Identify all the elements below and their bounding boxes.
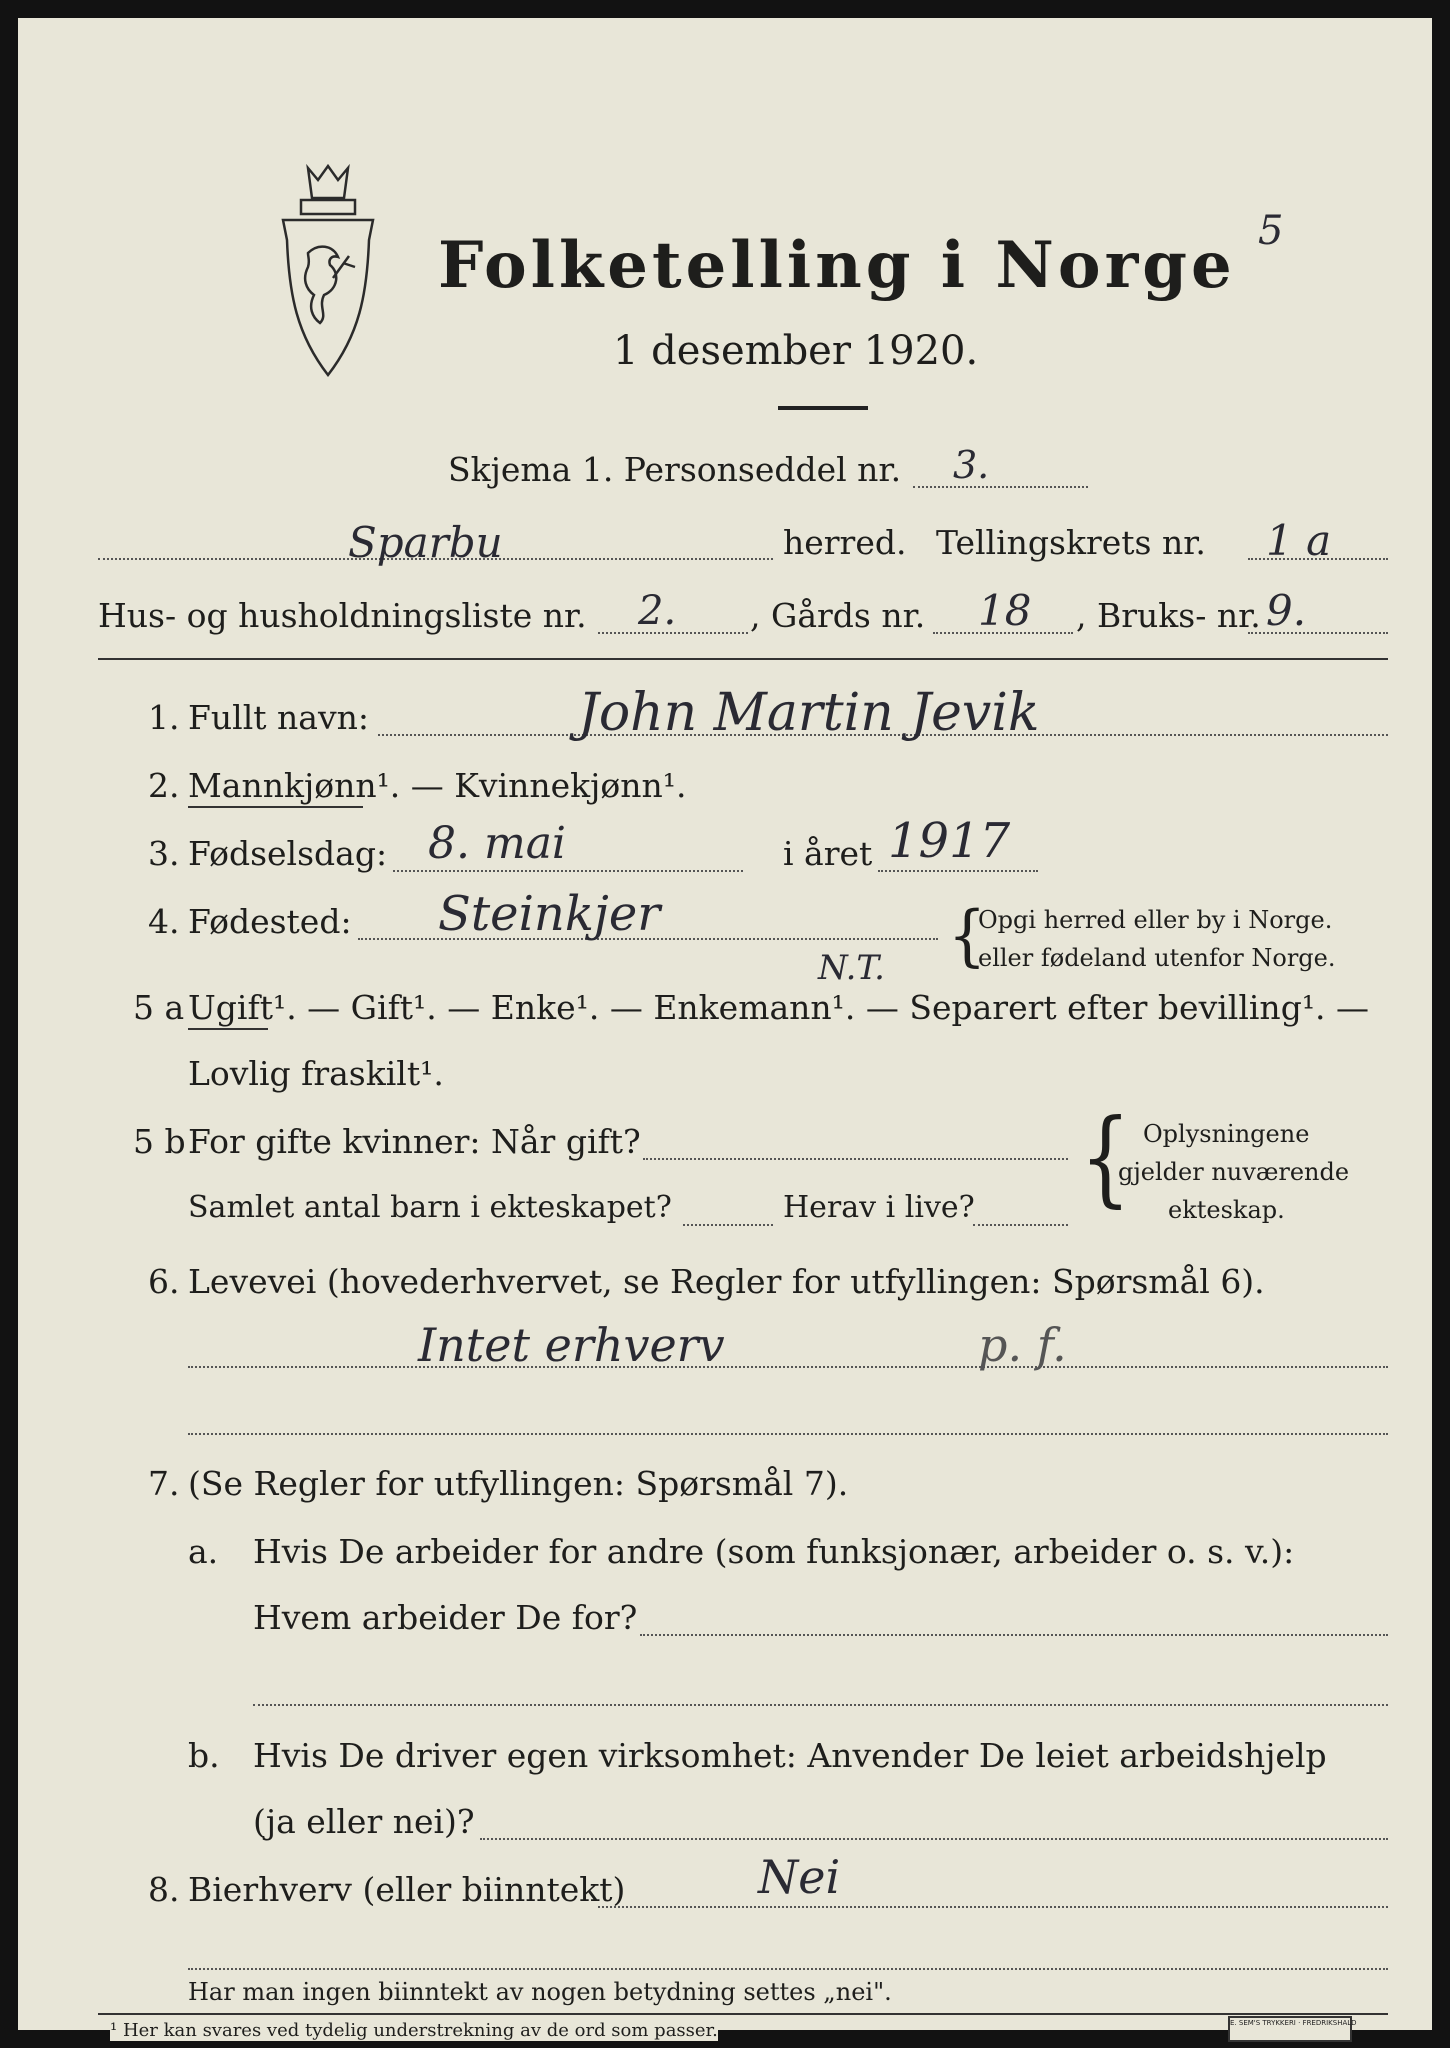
- q1-number: 1.: [148, 698, 180, 737]
- q7-label: (Se Regler for utfyllingen: Spørsmål 7).: [188, 1464, 849, 1503]
- q3-label: Fødselsdag:: [188, 834, 388, 873]
- q2-number: 2.: [148, 766, 180, 805]
- birthplace-brace: {: [948, 897, 987, 975]
- children-alive-label: Herav i live?: [783, 1190, 975, 1225]
- marriage-brace: {: [1080, 1096, 1131, 1218]
- coat-of-arms-icon: [263, 158, 393, 398]
- q8-label: Bierhverv (eller biinntekt): [188, 1870, 626, 1909]
- q5b-number: 5 b: [133, 1122, 186, 1161]
- q7a-letter: a.: [188, 1532, 219, 1571]
- mannkjonn-underline: [188, 806, 363, 808]
- q7b-letter: b.: [188, 1736, 220, 1775]
- census-form-page: [18, 18, 1432, 2030]
- gender-options: Mannkjønn¹. — Kvinnekjønn¹.: [188, 766, 687, 805]
- personseddel-nr: 3.: [953, 443, 990, 487]
- birthplace-note-1: Opgi herred eller by i Norge.: [978, 906, 1333, 934]
- gards-value: 18: [978, 586, 1032, 635]
- bruks-value: 9.: [1266, 586, 1307, 635]
- q7a-employer-label: Hvem arbeider De for?: [253, 1598, 638, 1637]
- title-rule: [778, 406, 868, 410]
- husholdningsliste-label: Hus- og husholdningsliste nr.: [98, 596, 587, 635]
- birth-day-value: 8. mai: [428, 818, 566, 869]
- form-title: Folketelling i Norge: [438, 228, 1236, 303]
- corner-mark: 5: [1258, 208, 1284, 254]
- q4-label: Fødested:: [188, 902, 352, 941]
- marital-status-options-2: Lovlig fraskilt¹.: [188, 1054, 444, 1093]
- q8-number: 8.: [148, 1870, 180, 1909]
- footnote-text: ¹ Her kan svares ved tydelig understrekning av de ord som passer.: [110, 2020, 718, 2041]
- birthplace-value: Steinkjer: [438, 886, 661, 942]
- side-income-note: Har man ingen biinntekt av nogen betydning settes „nei".: [188, 1978, 892, 2006]
- q1-label: Fullt navn:: [188, 698, 369, 737]
- census-date: 1 desember 1920.: [613, 328, 979, 374]
- birthplace-note-2: eller fødeland utenfor Norge.: [978, 944, 1336, 972]
- tellingskrets-value: 1 a: [1266, 516, 1332, 565]
- q4-number: 4.: [148, 902, 180, 941]
- schema-label: Skjema 1. Personseddel nr.: [448, 450, 902, 489]
- herred-value: Sparbu: [348, 518, 503, 567]
- year-label: i året: [783, 834, 873, 873]
- tellingskrets-label: Tellingskrets nr.: [936, 523, 1206, 562]
- q7-number: 7.: [148, 1464, 180, 1503]
- q7b-yes-no-label: (ja eller nei)?: [253, 1802, 475, 1841]
- footer-rule: [98, 2013, 1388, 2015]
- gards-label: , Gårds nr.: [750, 596, 926, 635]
- q6-label: Levevei (hovederhvervet, se Regler for utfyllingen: Spørsmål 6).: [188, 1262, 1265, 1301]
- marriage-note-2: gjelder nuværende: [1118, 1158, 1350, 1186]
- full-name-value: John Martin Jevik: [578, 683, 1040, 743]
- ugift-underline: [188, 1028, 268, 1030]
- when-married-label: For gifte kvinner: Når gift?: [188, 1122, 641, 1161]
- q7b-question: Hvis De driver egen virksomhet: Anvender De leiet arbeidshjelp: [253, 1736, 1327, 1775]
- printer-stamp: [1228, 2016, 1357, 2042]
- children-count-label: Samlet antal barn i ekteskapet?: [188, 1190, 672, 1225]
- occupation-mark: p. f.: [978, 1318, 1067, 1372]
- q5a-number: 5 a: [133, 988, 185, 1027]
- herred-label: herred.: [783, 523, 907, 562]
- section-rule: [98, 658, 1388, 660]
- q3-number: 3.: [148, 834, 180, 873]
- birth-year-value: 1917: [888, 813, 1011, 869]
- marriage-note-1: Oplysningene: [1143, 1120, 1310, 1148]
- q6-number: 6.: [148, 1262, 180, 1301]
- q7a-question: Hvis De arbeider for andre (som funksjonær, arbeider o. s. v.):: [253, 1532, 1295, 1571]
- occupation-value: Intet erhverv: [418, 1318, 725, 1372]
- marriage-note-3: ekteskap.: [1168, 1196, 1285, 1224]
- printer-stamp-text: E. SEM'S TRYKKERI · FREDRIKSHALD: [1230, 2019, 1357, 2027]
- bruks-label: , Bruks- nr.: [1076, 596, 1261, 635]
- husholdningsliste-value: 2.: [638, 588, 677, 634]
- side-income-value: Nei: [758, 1850, 841, 1904]
- birthplace-mark: N.T.: [818, 948, 885, 988]
- marital-status-options: Ugift¹. — Gift¹. — Enke¹. — Enkemann¹. — Separert efter bevilling¹. —: [188, 988, 1370, 1027]
